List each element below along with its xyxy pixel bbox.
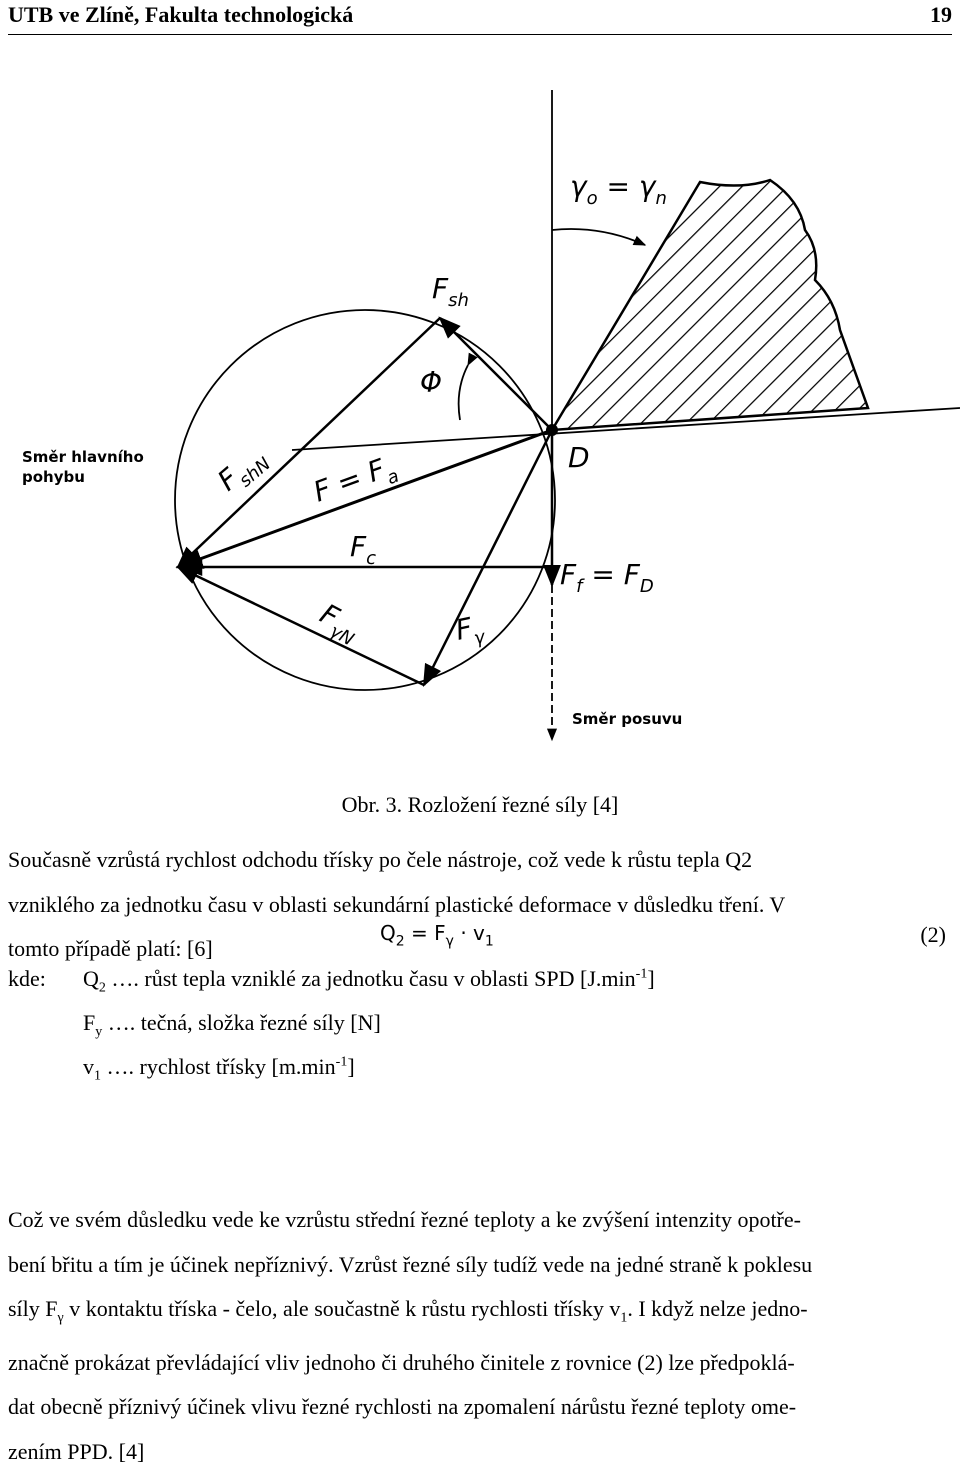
fc-label: Fc <box>350 530 377 569</box>
fsh-label: Fsh <box>432 272 469 311</box>
fgamman-label: FγN <box>314 597 358 651</box>
gamma-arc <box>552 229 645 245</box>
fgamma-arrow <box>424 430 552 685</box>
point-d-label: D <box>568 441 590 474</box>
paragraph-1 <box>8 838 952 972</box>
main-motion-label-1: Směr hlavního <box>22 448 144 466</box>
phi-label: Φ <box>420 366 443 399</box>
paragraph-2 <box>8 1198 952 1474</box>
ff-fd-label: Ff = FD <box>560 558 654 597</box>
cutting-force-diagram <box>0 60 960 760</box>
page-header <box>8 0 952 35</box>
page-number: 19 <box>930 2 952 27</box>
header-title: UTB ve Zlíně, Fakulta technologická <box>8 2 354 27</box>
definition-q2: $Q_2$ …. růst tepla vzniklé za jednotku času v oblasti SPD $[J.\min^{-1}]$ <box>83 966 655 996</box>
feed-label: Směr posuvu <box>572 710 683 728</box>
fshn-label: FshN <box>211 453 275 498</box>
fgamman-arrow <box>178 567 424 685</box>
gamma-label: γo = γn <box>570 170 667 209</box>
tool-body <box>552 180 868 430</box>
paragraph-2-line-5: dat obecně příznivý účinek vlivu řezné rychlosti na zpomalení nárůstu řezné teploty ome- <box>8 1394 797 1420</box>
paragraph-2-line-6: zením PPD. [4] <box>8 1438 145 1464</box>
equation-number: (2) <box>920 922 946 947</box>
paragraph-2-line-1: Což ve svém důsledku vede ke vzrůstu střední řezné teploty a ke zvýšení intenzity opotře- <box>8 1207 801 1232</box>
kde-label: kde: <box>8 966 46 991</box>
f-fa-label: F = Fa <box>309 452 402 509</box>
fsh-arrow <box>440 318 552 430</box>
paragraph-1-line-2: vzniklého za jednotku času v oblasti sekundární plastické deformace v důsledku tření. V <box>8 891 786 917</box>
equation: $Q_2 = F_\gamma \cdot v_1$ <box>380 921 494 950</box>
paragraph-2-line-4: značně prokázat převládající vliv jednoho či druhého činitele z rovnice (2) lze předpoklá- <box>8 1349 795 1375</box>
paragraph-2-line-3: síly $F_\gamma$ v kontaktu tříska - čelo, ale součastně k růstu rychlosti třísky $v_1$. I když nelze jedno- <box>8 1296 808 1326</box>
figure-caption: Obr. 3. Rozložení řezné síly [4] <box>341 792 619 817</box>
definition-v1: $v_1$ …. rychlost třísky $[m.\min^{-1}]$ <box>83 1054 355 1084</box>
phi-arc <box>459 365 468 420</box>
paragraph-2-line-2: bení břitu a tím je účinek nepříznivý. Vzrůst řezné síly tudíž vede na jedné straně k poklesu <box>8 1251 813 1277</box>
point-d-dot <box>546 424 558 436</box>
paragraph-1-line-3: tomto případě platí: [6] <box>8 936 213 961</box>
fgamma-label: Fγ <box>452 611 487 650</box>
definition-fy: $F_y$ …. tečná, složka řezné síly [N] <box>83 1010 381 1040</box>
paragraph-1-line-1: Současně vzrůstá rychlost odchodu třísky po čele nástroje, což vede k růstu tepla Q2 <box>8 847 753 872</box>
main-motion-label-2: pohybu <box>22 468 85 486</box>
